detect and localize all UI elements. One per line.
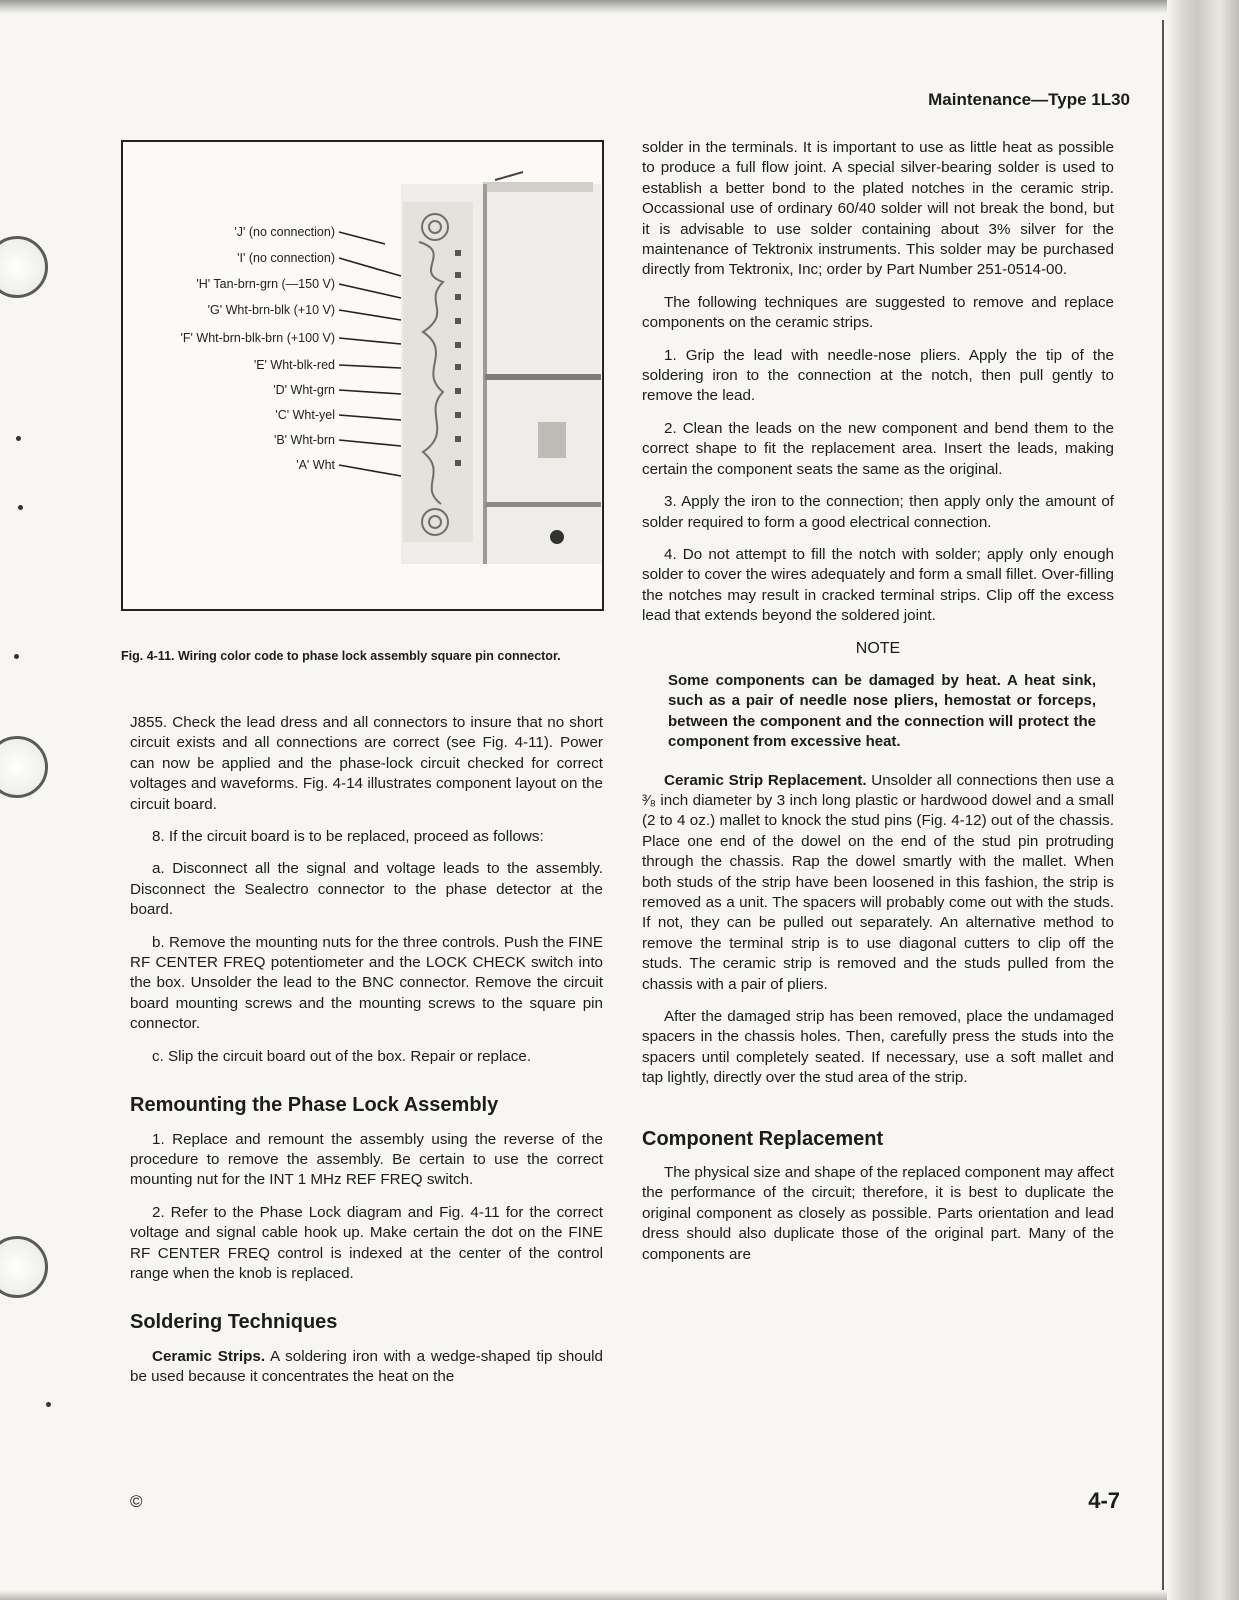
- figure-caption: Fig. 4-11. Wiring color code to phase lock assembly square pin connector.: [121, 649, 561, 663]
- binder-hole: [0, 1236, 48, 1298]
- page-edge-line: [1162, 20, 1164, 1590]
- figure-label: 'C' Wht-yel: [275, 408, 335, 422]
- binder-hole: [0, 236, 48, 298]
- paragraph: The following techniques are suggested to remove and replace components on the ceramic strips.: [642, 293, 1114, 332]
- paragraph: J855. Check the lead dress and all connectors to insure that no short circuit exists and all connections are correct (see Fig. 4-11). Power can now be applied and the phase-lock circuit checked for correct voltages and waveforms. Fig. 4-14 illustrates component layout on the circuit board.: [130, 714, 603, 813]
- figure-label: 'A' Wht: [296, 458, 335, 472]
- figure-label: 'B' Wht-brn: [273, 433, 335, 447]
- run-in-heading: Ceramic Strip Replacement.: [664, 771, 867, 789]
- figure-label: 'H' Tan-brn-grn (—150 V): [196, 277, 335, 291]
- page-number: 4-7: [1088, 1488, 1120, 1513]
- running-header: Maintenance—Type 1L30: [928, 90, 1130, 109]
- left-column: [130, 713, 603, 1400]
- scan-speck: [46, 1402, 51, 1407]
- figure-label: 'D' Wht-grn: [273, 383, 335, 397]
- binder-hole: [0, 736, 48, 798]
- paragraph: 8. If the circuit board is to be replaced, proceed as follows:: [152, 828, 544, 846]
- paragraph: After the damaged strip has been removed, place the undamaged spacers in the chassis holes. Then, carefully press the studs into the spacers until completely seated. If necessary, use a soft mallet and tap lightly, directly over the stud area of the strip.: [642, 1008, 1114, 1087]
- section-heading: Component Replacement: [642, 1127, 884, 1150]
- paragraph-text: Unsolder all connections then use a ³⁄₈ inch diameter by 3 inch long plastic or hardwood dowel and a small (2 to 4 oz.) mallet to knock the stud pins (Fig. 4-12) out of the chassis. Place one end of the dowel on the end of the stud pin protruding through the chassis. Rap the dowel smartly with the mallet. When both studs of the strip have been loosened in this fashion, the strip is removed as a unit. The spacers will probably come out with the studs. If not, they can be pulled out separately. An alternative method to remove the terminal strip is to use diagonal cutters to clip off the studs. The ceramic strip is removed and the studs pulled from the chassis with a pair of pliers.: [642, 771, 1114, 993]
- paragraph: 2. Refer to the Phase Lock diagram and Fig. 4-11 for the correct voltage and signal cable hook up. Make certain the dot on the FINE RF CENTER FREQ control is indexed at the center of the control range when the knob is replaced.: [130, 1203, 603, 1282]
- paragraph: 1. Replace and remount the assembly using the reverse of the procedure to remove the assembly. Be certain to use the correct mounting nut for the INT 1 MHz REF FREQ switch.: [130, 1130, 603, 1189]
- scan-top-edge: [0, 0, 1239, 14]
- section-heading: Soldering Techniques: [130, 1311, 338, 1334]
- scan-right-edge: [1167, 0, 1239, 1600]
- figure-4-11: [121, 140, 604, 611]
- paragraph-text: A soldering iron with a wedge-shaped tip should be used because it concentrates the heat on the: [130, 1347, 603, 1386]
- paragraph: [130, 1347, 603, 1388]
- paragraph: [642, 771, 1114, 995]
- connector-photo: [123, 142, 602, 609]
- scan-speck: [14, 654, 19, 659]
- note-text: Some components can be damaged by heat. A heat sink, such as a pair of needle nose pliers, hemostat or forceps, between the component and the connection will protect the component from excessive heat.: [668, 671, 1096, 751]
- paragraph: 2. Clean the leads on the new component and bend them to the correct shape to fit the replacement area. Insert the leads, making certain the component seats the same as the original.: [642, 419, 1114, 478]
- figure-label: 'G' Wht-brn-blk (+10 V): [207, 303, 335, 317]
- paragraph: 4. Do not attempt to fill the notch with solder; apply only enough solder to cover the wires adequately and form a small fillet. Over-filling the notches may result in cracked terminal strips. Clip off the excess lead that extends beyond the soldered joint.: [642, 545, 1114, 625]
- paragraph: b. Remove the mounting nuts for the three controls. Push the FINE RF CENTER FREQ potentiometer and the LOCK CHECK switch into the box. Unsolder the lead to the BNC connector. Remove the circuit board mounting screws and the mounting screws to the square pin connector.: [130, 933, 603, 1033]
- right-column: [642, 138, 1114, 1277]
- scan-speck: [18, 505, 23, 510]
- figure-label: 'E' Wht-blk-red: [253, 358, 335, 372]
- paragraph: The physical size and shape of the replaced component may affect the performance of the circuit; therefore, it is best to duplicate the original component as closely as possible. Parts orientation and lead dress should also duplicate those of the original part. Many of the components are: [642, 1164, 1114, 1263]
- scan-bottom-edge: [0, 1590, 1239, 1600]
- paragraph: 1. Grip the lead with needle-nose pliers. Apply the tip of the soldering iron to the connection at the notch, then pull gently to remove the lead.: [642, 346, 1114, 405]
- paragraph: 3. Apply the iron to the connection; then apply only the amount of solder required to form a good electrical connection.: [642, 493, 1114, 531]
- figure-label: 'I' (no connection): [237, 251, 335, 265]
- copyright-symbol: ©: [130, 1492, 143, 1511]
- note-title: NOTE: [855, 639, 901, 657]
- scan-speck: [16, 436, 21, 441]
- paragraph: a. Disconnect all the signal and voltage leads to the assembly. Disconnect the Sealectro connector to the phase detector at the board.: [130, 860, 603, 919]
- figure-label: 'J' (no connection): [234, 225, 335, 239]
- paragraph: c. Slip the circuit board out of the box. Repair or replace.: [152, 1047, 532, 1065]
- figure-label: 'F' Wht-brn-blk-brn (+100 V): [180, 331, 335, 345]
- run-in-heading: Ceramic Strips.: [152, 1347, 266, 1365]
- section-heading: Remounting the Phase Lock Assembly: [130, 1094, 499, 1117]
- paragraph: solder in the terminals. It is important to use as little heat as possible to produce a full flow joint. A special silver-bearing solder is used to establish a better bond to the plated notches in the ceramic strip. Occassional use of ordinary 60/40 solder will not break the bond, but it is advisable to use solder containing about 3% silver for the maintenance of Tektronix instruments. This solder may be purchased directly from Tektronix, Inc; order by Part Number 251-0514-00.: [642, 139, 1114, 279]
